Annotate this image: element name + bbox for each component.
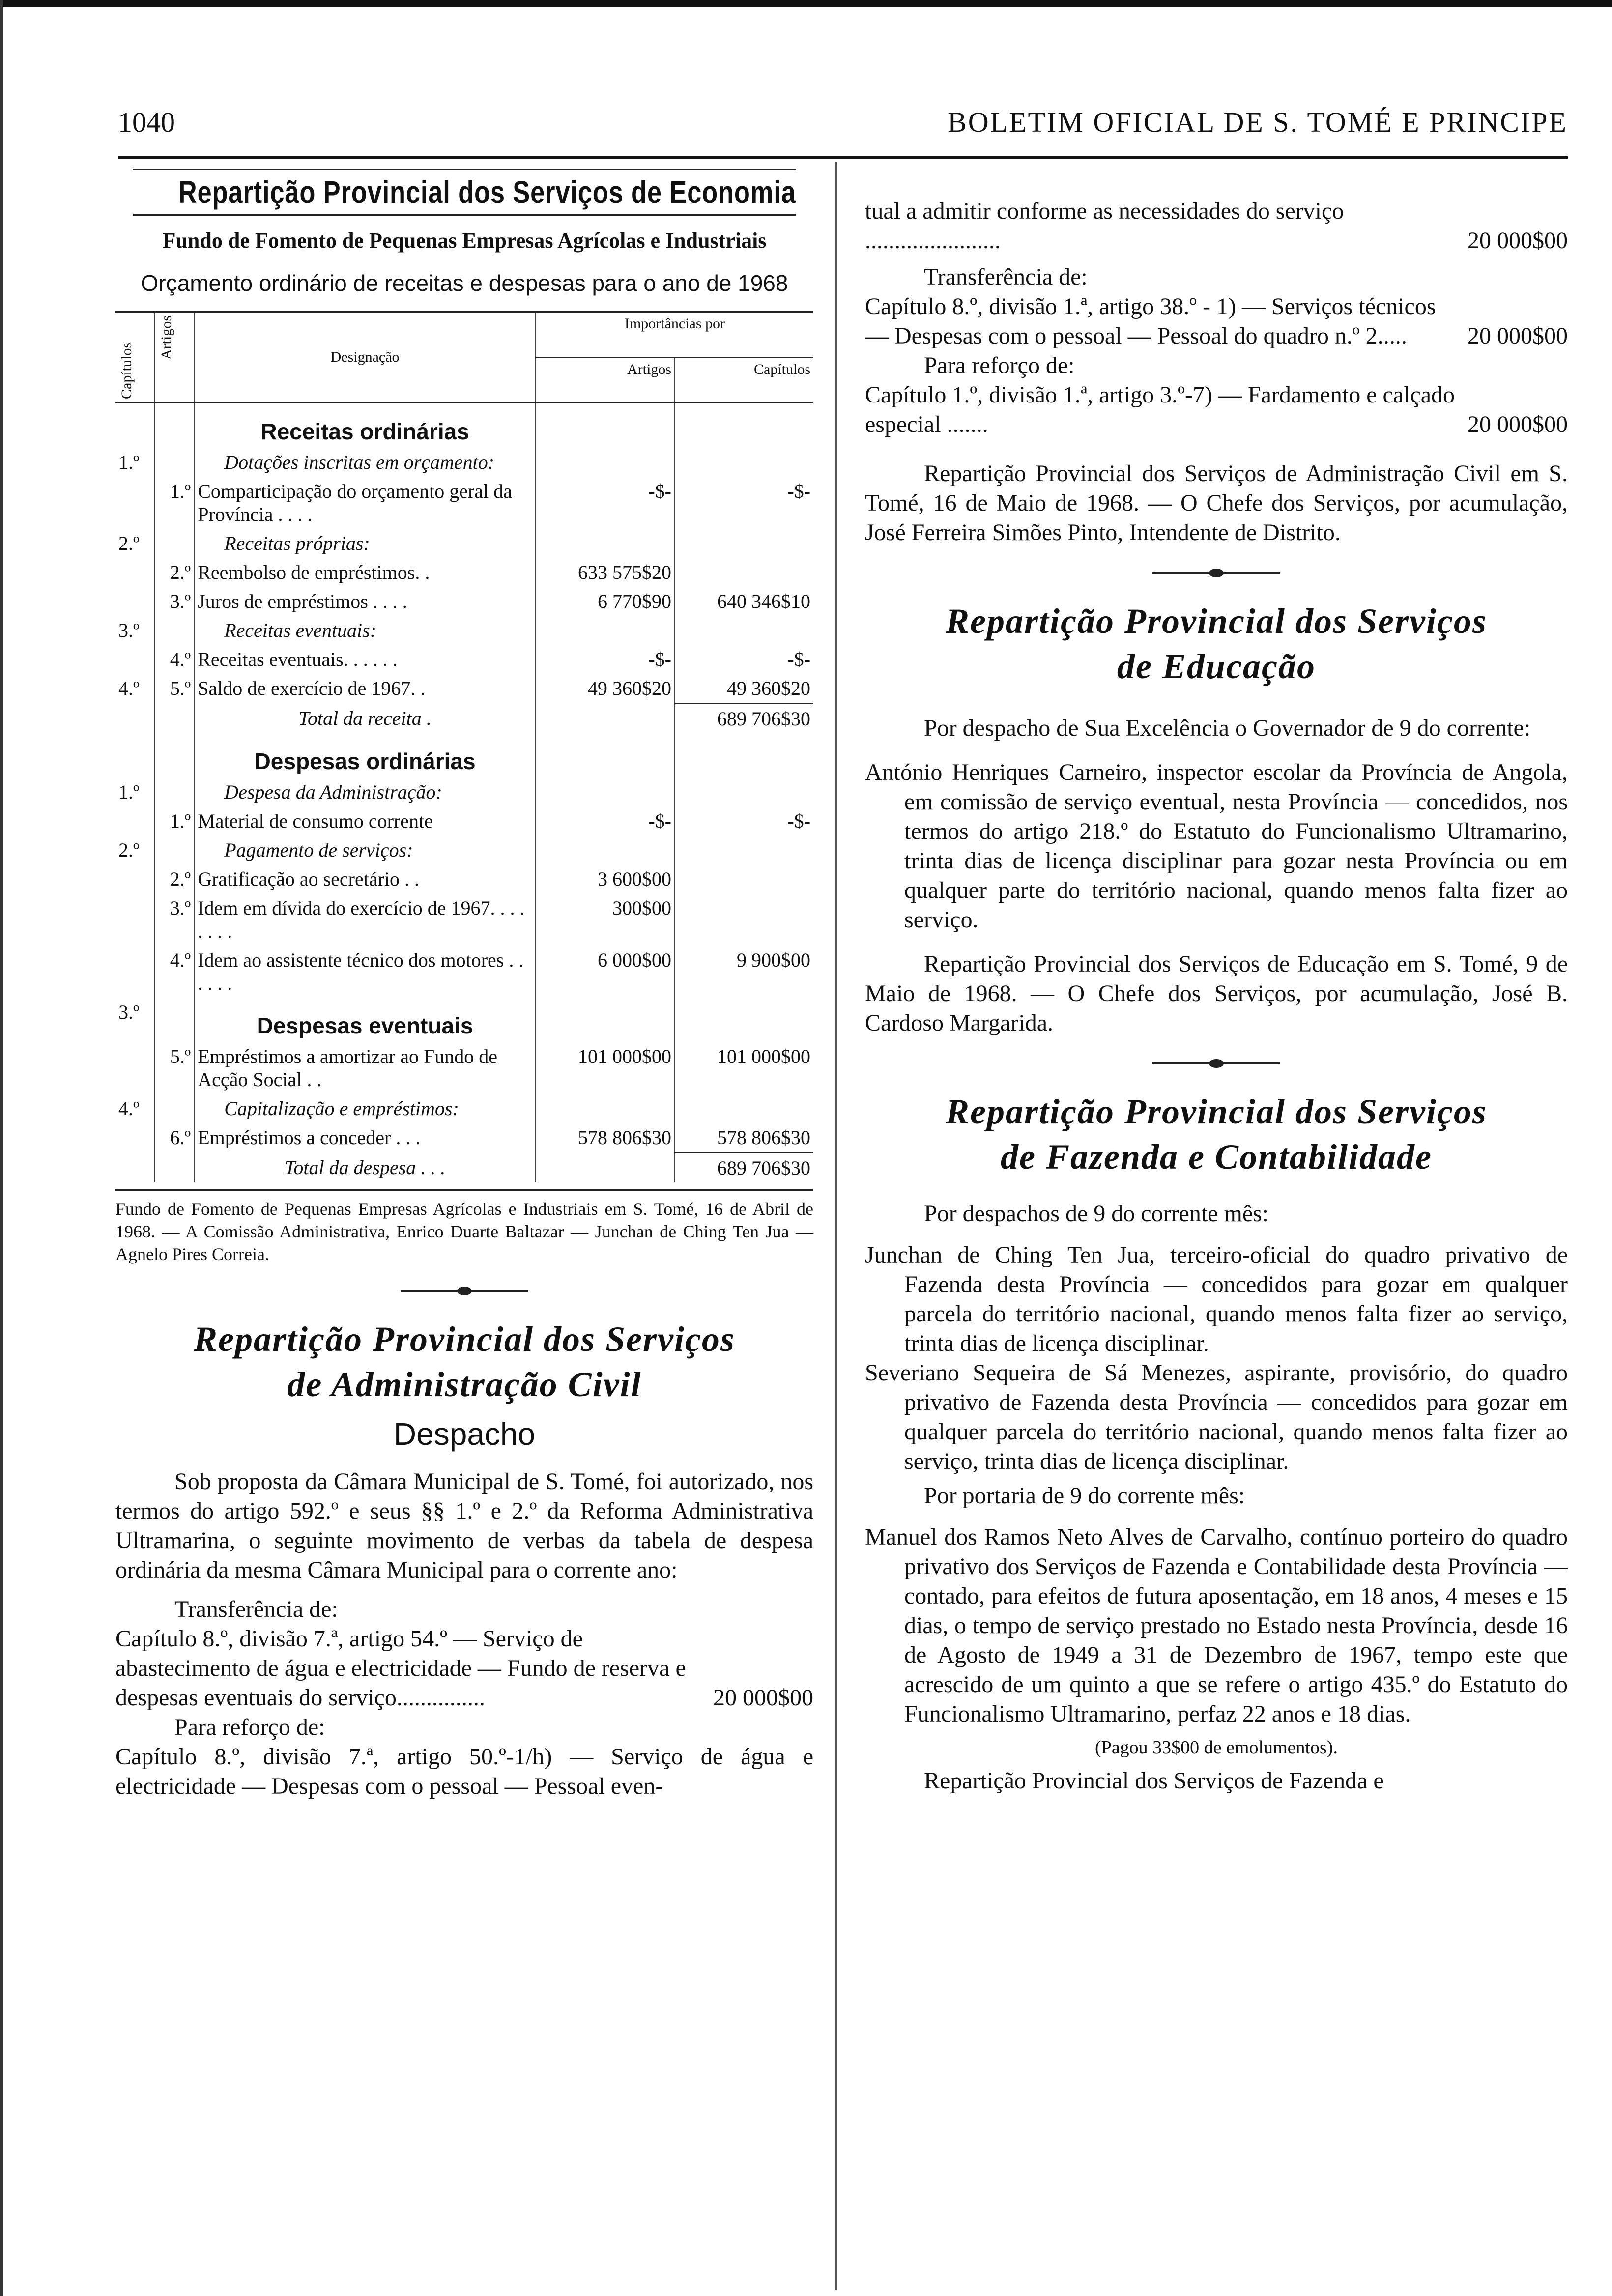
table-row: [115, 477, 813, 529]
admin-civil-intro: Sob proposta da Câmara Municipal de S. Tomé, foi autorizado, nos termos do artigo 592.º e seus §§ 1.º e 2.º da Reforma Administrativa Ultramarina, o seguinte movimento de verbas da tabela de despesa ordinária da mesma Câmara Municipal para o corrente ano:: [115, 1468, 813, 1583]
transf-line: [115, 1624, 813, 1713]
fund-title: Fundo de Fomento de Pequenas Empresas Agrícolas e Industriais: [162, 229, 767, 253]
importancia-capitulo-cell: [675, 616, 813, 645]
capitulo-cell: [115, 806, 155, 835]
capitulo-cell: [115, 558, 155, 587]
reforco-text: Capítulo 8.º, divisão 7.ª, artigo 50.º-1/h) — Serviço de água e electricidade — Despesas com o pessoal — Pessoal even-: [115, 1744, 813, 1799]
total-value: 689 706$30: [675, 1153, 813, 1183]
reforco2-text: Capítulo 1.º, divisão 1.ª, artigo 3.º-7) — Fardamento e calçado especial .......: [865, 382, 1455, 437]
educacao-title-1: Repartição Provincial dos Serviços: [946, 602, 1487, 641]
total-label: Total da receita .: [194, 704, 536, 734]
fazenda-intro: Por despachos de 9 do corrente mês:: [924, 1201, 1269, 1227]
budget-table: [115, 311, 813, 1182]
educacao-sign: Repartição Provincial dos Serviços de Educação em S. Tomé, 9 de Maio de 1968. — O Chefe dos Serviços, por acumulação, José B. Cardoso Margarida.: [865, 951, 1568, 1036]
table-row: [115, 946, 813, 998]
importancia-artigo-cell: 6 770$90: [536, 587, 675, 616]
importancia-artigo-cell: [536, 777, 675, 806]
artigo-cell: 3.º: [155, 893, 195, 946]
importancia-capitulo-cell: 578 806$30: [717, 1126, 810, 1148]
table-row: [115, 558, 813, 587]
admin-civil-title-2: de Administração Civil: [287, 1365, 642, 1404]
capitulo-cell: [115, 893, 155, 946]
importancia-capitulo-cell: [675, 998, 813, 1042]
fazenda-item-3: Manuel dos Ramos Neto Alves de Carvalho, contínuo porteiro do quadro privativo dos Serviços de Fazenda e Contabilidade desta Província — contado, para efeitos de futura aposentação, em 18 anos, 4 meses e 15 dias, o tempo de serviço prestado no Estado nesta Província, desde 16 de Agosto de 1949 a 31 de Dezembro de 1967, tempo este que acrescido de um quinto a que se refere o artigo 435.º do Estatuto do Funcionalismo Ultramarino, perfaz 22 anos e 18 dias.: [865, 1524, 1568, 1727]
importancia-capitulo-cell: [675, 835, 813, 864]
educacao-intro: Por despacho de Sua Excelência o Governador de 9 do corrente:: [924, 715, 1531, 741]
header-designacao: Designação: [194, 312, 536, 403]
artigo-cell: 5.º: [155, 674, 195, 704]
fazenda-title-2: de Fazenda e Contabilidade: [1001, 1137, 1432, 1177]
designacao-cell: Dotações inscritas em orçamento:: [194, 448, 536, 477]
designacao-cell: Empréstimos a amortizar ao Fundo de Acção Social . .: [194, 1042, 536, 1094]
table-row: [115, 998, 813, 1042]
transf2-line: [865, 292, 1568, 351]
reforco2-line: [865, 380, 1568, 439]
capitulo-cell: [115, 645, 155, 674]
educacao-title-2: de Educação: [1117, 647, 1316, 686]
header-rule: [118, 156, 1568, 159]
table-row: [115, 704, 813, 734]
importancia-capitulo-cell: -$-: [787, 480, 810, 502]
designacao-cell: Idem ao assistente técnico dos motores . . . . . .: [194, 946, 536, 998]
capitulo-cell: [115, 587, 155, 616]
budget-title: Orçamento ordinário de receitas e despesas para o ano de 1968: [141, 270, 788, 296]
artigo-cell: [155, 835, 195, 864]
importancia-artigo-cell: [536, 835, 675, 864]
top-border: [0, 0, 1612, 7]
artigo-cell: [155, 1094, 195, 1123]
table-row: [115, 864, 813, 893]
importancia-artigo-cell: 578 806$30: [536, 1123, 675, 1153]
table-row: [115, 1123, 813, 1153]
importancia-capitulo-cell: [675, 448, 813, 477]
cont-text: tual a admitir conforme as necessidades do serviço .......................: [865, 198, 1344, 254]
journal-title: BOLETIM OFICIAL DE S. TOMÉ E PRINCIPE: [948, 106, 1568, 138]
designacao-cell: Pagamento de serviços:: [194, 835, 536, 864]
budget-body: [115, 403, 813, 1183]
capitulo-cell: [115, 477, 155, 529]
fazenda-item-1: Junchan de Ching Ten Jua, terceiro-oficial do quadro privativo de Fazenda desta Província — concedidos para gozar em qualquer parcela do território nacional, quando menos falta fizer ao serviço, trinta dias de licença disciplinar.: [865, 1242, 1568, 1356]
transf2-value: 20 000$00: [1468, 323, 1568, 349]
table-row: [115, 1094, 813, 1123]
left-border: [0, 0, 3, 2296]
importancia-artigo-cell: [536, 616, 675, 645]
section-rule: [133, 169, 796, 170]
designacao-cell: Receitas próprias:: [194, 529, 536, 558]
importancia-capitulo-cell: -$-: [787, 810, 810, 832]
designacao-cell: Saldo de exercício de 1967. .: [194, 674, 536, 704]
transf2-text: Capítulo 8.º, divisão 1.ª, artigo 38.º - 1) — Serviços técnicos — Despesas com o pessoal — Pessoal do quadro n.º 2.....: [865, 293, 1436, 349]
importancia-artigo-cell: [536, 529, 675, 558]
table-row: [115, 587, 813, 616]
total-value: 689 706$30: [675, 704, 813, 734]
artigo-cell: 3.º: [155, 587, 195, 616]
header-capitulos: Capítulos: [115, 312, 155, 403]
artigo-cell: [155, 616, 195, 645]
importancia-artigo-cell: -$-: [536, 645, 675, 674]
artigo-cell: [155, 998, 195, 1042]
designacao-cell: Receitas eventuais:: [194, 616, 536, 645]
capitulo-cell: 2.º: [115, 835, 155, 864]
importancia-artigo-cell: [536, 1094, 675, 1123]
despacho-heading: Despacho: [393, 1416, 536, 1452]
importancia-artigo-cell: [536, 998, 675, 1042]
table-row: [115, 1042, 813, 1094]
fazenda-portaria: Por portaria de 9 do corrente mês:: [924, 1483, 1245, 1509]
importancia-artigo-cell: 3 600$00: [536, 864, 675, 893]
importancia-capitulo-cell: [675, 777, 813, 806]
table-row: [115, 645, 813, 674]
artigo-cell: [155, 448, 195, 477]
artigo-cell: [155, 529, 195, 558]
header-importancias: Importâncias por: [536, 312, 813, 358]
importancia-artigo-cell: 49 360$20: [536, 674, 675, 704]
designacao-cell: Capitalização e empréstimos:: [194, 1094, 536, 1123]
table-row: [115, 616, 813, 645]
designacao-cell: Juros de empréstimos . . . .: [194, 587, 536, 616]
importancia-capitulo-cell: -$-: [787, 648, 810, 670]
table-row: [115, 1153, 813, 1183]
header-col-artigos: Artigos: [536, 357, 675, 403]
capitulo-cell: 4.º: [115, 1094, 155, 1123]
artigo-cell: 4.º: [155, 645, 195, 674]
fee-note: (Pagou 33$00 de emolumentos).: [1095, 1737, 1338, 1758]
left-column: [115, 165, 813, 1801]
header-artigos: Artigos: [155, 312, 195, 403]
designacao-cell: Despesa da Administração:: [194, 777, 536, 806]
transf-label: Transferência de:: [174, 1596, 338, 1622]
importancia-capitulo-cell: [675, 893, 813, 946]
cont-line: [865, 197, 1568, 256]
admin-civil-sign: Repartição Provincial dos Serviços de Administração Civil em S. Tomé, 16 de Maio de 1968. — O Chefe dos Serviços, por acumulação, José Ferreira Simões Pinto, Intendente de Distrito.: [865, 460, 1568, 545]
column-divider: [835, 162, 837, 2290]
group-heading: Receitas ordinárias: [194, 403, 536, 448]
designacao-cell: Reembolso de empréstimos. .: [194, 558, 536, 587]
artigo-cell: 1.º: [155, 477, 195, 529]
table-row: [115, 777, 813, 806]
importancia-capitulo-cell: 9 900$00: [737, 949, 810, 971]
table-row: [115, 835, 813, 864]
importancia-artigo-cell: [536, 448, 675, 477]
artigo-cell: 6.º: [155, 1123, 195, 1153]
fazenda-item-2: Severiano Sequeira de Sá Menezes, aspirante, provisório, do quadro privativo de Fazenda desta Província — concedidos para gozar em qualquer parcela do território nacional, quando menos falta fizer ao serviço, trinta dias de licença disciplinar.: [865, 1360, 1568, 1474]
table-row: [115, 448, 813, 477]
importancia-capitulo-cell: [675, 529, 813, 558]
fazenda-last-line: Repartição Provincial dos Serviços de Fazenda e: [924, 1768, 1384, 1794]
artigo-cell: 2.º: [155, 864, 195, 893]
fund-note: Fundo de Fomento de Pequenas Empresas Agrícolas e Industriais em S. Tomé, 16 de Abril de 1968. — A Comissão Administrativa, Enrico Duarte Baltazar — Junchan de Ching Ten Jua — Agnelo Pires Correia.: [115, 1189, 813, 1265]
importancia-capitulo-cell: [675, 558, 813, 587]
transf-text: Capítulo 8.º, divisão 7.ª, artigo 54.º — Serviço de abastecimento de água e electricidade — Fundo de reserva e despesas eventuais do serviço...............: [115, 1626, 686, 1711]
designacao-cell: Gratificação ao secretário . .: [194, 864, 536, 893]
admin-civil-title-1: Repartição Provincial dos Serviços: [194, 1320, 735, 1359]
importancia-artigo-cell: 101 000$00: [536, 1042, 675, 1094]
artigo-cell: 5.º: [155, 1042, 195, 1094]
table-row: [115, 806, 813, 835]
section-divider: [1152, 1062, 1280, 1064]
artigo-cell: 1.º: [155, 806, 195, 835]
cont-value: 20 000$00: [1468, 228, 1568, 254]
capitulo-cell: [115, 1123, 155, 1153]
importancia-artigo-cell: -$-: [536, 477, 675, 529]
capitulo-cell: [115, 864, 155, 893]
fazenda-title-1: Repartição Provincial dos Serviços: [946, 1092, 1487, 1131]
importancia-capitulo-cell: [675, 864, 813, 893]
importancia-capitulo-cell: 101 000$00: [717, 1045, 810, 1067]
designacao-cell: Idem em dívida do exercício de 1967. . . . . . . .: [194, 893, 536, 946]
designacao-cell: Material de consumo corrente: [194, 806, 536, 835]
section-divider: [401, 1290, 528, 1292]
capitulo-cell: 3.º: [115, 616, 155, 645]
importancia-capitulo-cell: [675, 1094, 813, 1123]
artigo-cell: 4.º: [155, 946, 195, 998]
table-row: [115, 674, 813, 704]
capitulo-cell: 4.º: [115, 674, 155, 704]
header-col-capitulos: Capítulos: [675, 357, 813, 403]
page-header: [118, 106, 1568, 150]
capitulo-cell: [115, 1042, 155, 1094]
economia-title: Repartição Provincial dos Serviços de Economia: [178, 174, 796, 210]
capitulo-cell: 1.º: [115, 777, 155, 806]
importancia-artigo-cell: 300$00: [536, 893, 675, 946]
importancia-capitulo-cell: 49 360$20: [727, 677, 810, 699]
transf-value: 20 000$00: [713, 1685, 813, 1711]
importancia-artigo-cell: 633 575$20: [536, 558, 675, 587]
reforco2-label: Para reforço de:: [924, 352, 1075, 378]
table-row: [115, 733, 813, 777]
transf2-label: Transferência de:: [924, 264, 1088, 290]
reforco2-value: 20 000$00: [1468, 411, 1568, 437]
educacao-body: António Henriques Carneiro, inspector escolar da Província de Angola, em comissão de serviço eventual, nesta Província — concedidos, nos termos do artigo 218.º do Estatuto do Funcionalismo Ultramarino, trinta dias de licença disciplinar para gozar nesta Província ou em qualquer parte do território nacional, quando menos falta fizer ao serviço.: [865, 759, 1568, 933]
capitulo-cell: 1.º: [115, 448, 155, 477]
capitulo-cell: 2.º: [115, 529, 155, 558]
table-row: [115, 893, 813, 946]
group-heading: Despesas ordinárias: [194, 733, 536, 777]
capitulo-cell: 3.º: [115, 998, 155, 1042]
artigo-cell: [155, 777, 195, 806]
section-divider: [1152, 572, 1280, 574]
artigo-cell: 2.º: [155, 558, 195, 587]
designacao-cell: Comparticipação do orçamento geral da Província . . . .: [194, 477, 536, 529]
total-label: Total da despesa . . .: [194, 1153, 536, 1183]
section-rule: [133, 214, 796, 216]
designacao-cell: Empréstimos a conceder . . .: [194, 1123, 536, 1153]
importancia-artigo-cell: 6 000$00: [536, 946, 675, 998]
designacao-cell: Receitas eventuais. . . . . .: [194, 645, 536, 674]
designacao-cell: Despesas eventuais: [194, 998, 536, 1042]
table-row: [115, 403, 813, 448]
right-column: [865, 197, 1568, 1796]
reforco-label: Para reforço de:: [174, 1714, 325, 1740]
importancia-capitulo-cell: 640 346$10: [717, 590, 810, 612]
table-row: [115, 529, 813, 558]
importancia-artigo-cell: -$-: [536, 806, 675, 835]
capitulo-cell: [115, 946, 155, 998]
page-number: 1040: [118, 106, 175, 138]
